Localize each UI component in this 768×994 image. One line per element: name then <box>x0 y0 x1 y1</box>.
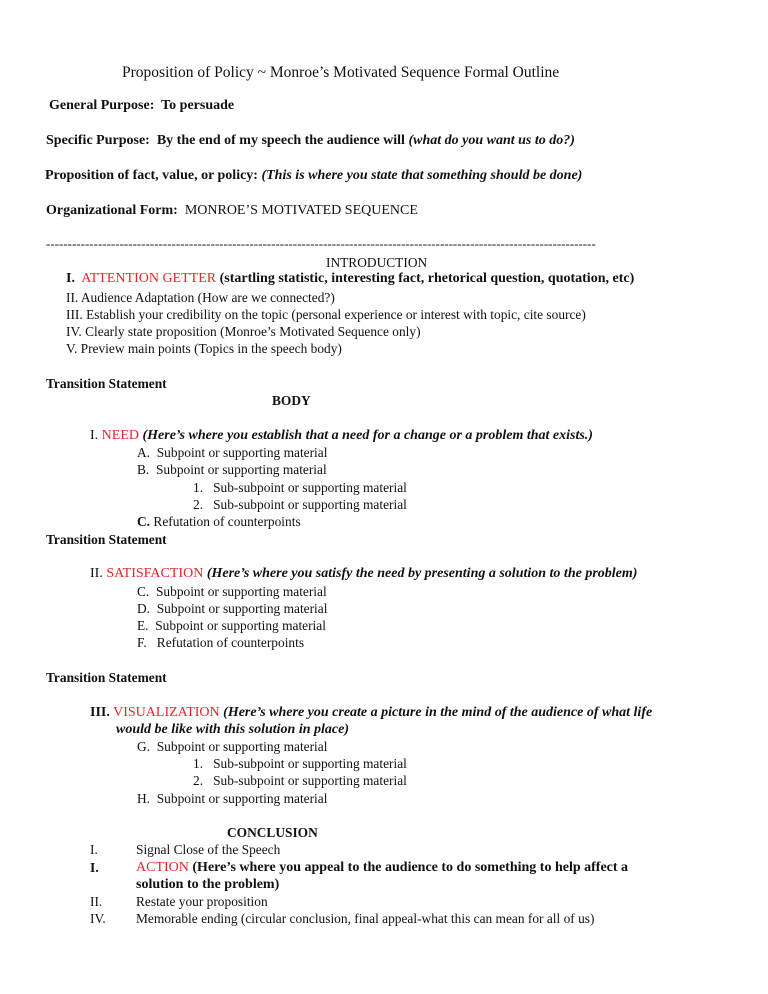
subpoint-letter: G. <box>137 739 151 754</box>
org-form-text: MONROE’S MOTIVATED SEQUENCE <box>184 203 418 218</box>
body-need-desc: (Here’s where you establish that a need for a change or a problem that exists.) <box>142 428 593 443</box>
need-subpoint-b <box>137 462 327 478</box>
general-purpose-line <box>49 98 234 114</box>
body-satisfaction-num: II. <box>90 566 103 581</box>
specific-purpose-hint: (what do you want us to do?) <box>408 133 575 148</box>
need-subpoint-a <box>137 445 327 461</box>
subpoint-text: Subpoint or supporting material <box>155 584 327 599</box>
body-satisfaction-desc: (Here’s where you satisfy the need by presenting a solution to the problem) <box>206 566 638 581</box>
subpoint-text: Subpoint or supporting material <box>155 462 327 477</box>
need-sub-subpoint-1 <box>193 480 407 496</box>
subpoint-text: Refutation of counterpoints <box>156 635 305 650</box>
need-subpoint-c <box>137 514 301 530</box>
intro-item-2: II. Audience Adaptation (How are we connected?) <box>66 290 335 305</box>
body-visualization <box>90 705 652 721</box>
conclusion-item-3-num: II. <box>90 894 103 909</box>
intro-item-attention <box>66 271 634 287</box>
subpoint-text: Subpoint or supporting material <box>156 791 328 806</box>
body-visualization-desc: (Here’s where you create a picture in the mind of the audience of what life <box>223 705 653 720</box>
specific-purpose-label: Specific Purpose: <box>46 133 150 148</box>
section-divider: ------------------------------------------------------------------------------------------------------------------------------- <box>46 236 596 251</box>
transition-statement-2: Transition Statement <box>46 532 167 547</box>
subpoint-letter: C. <box>137 584 150 599</box>
page-title: Proposition of Policy ~ Monroe’s Motivated Sequence Formal Outline <box>122 64 560 81</box>
intro-item-attention-num: I. <box>66 271 75 286</box>
general-purpose-label: General Purpose: <box>49 98 155 113</box>
transition-statement-3: Transition Statement <box>46 670 167 685</box>
proposition-line <box>45 168 582 184</box>
conclusion-heading: CONCLUSION <box>227 825 318 840</box>
need-sub-subpoint-2 <box>193 497 407 513</box>
subpoint-letter: E. <box>137 618 149 633</box>
conclusion-action <box>136 860 628 876</box>
subpoint-text: Subpoint or supporting material <box>156 739 328 754</box>
satisfaction-subpoint-f <box>137 635 304 651</box>
subpoint-letter: C. <box>137 514 151 529</box>
subpoint-letter: H. <box>137 791 151 806</box>
conclusion-item-4-text: Memorable ending (circular conclusion, final appeal-what this can mean for all of us) <box>136 911 595 926</box>
specific-purpose-text: By the end of my speech the audience will <box>156 133 405 148</box>
conclusion-item-1-num: I. <box>90 842 98 857</box>
body-satisfaction <box>90 566 637 582</box>
body-need-num: I. <box>90 428 99 443</box>
conclusion-item-4-num: IV. <box>90 911 106 926</box>
intro-item-attention-label: ATTENTION GETTER <box>81 271 217 286</box>
body-need <box>90 428 593 444</box>
general-purpose-text: To persuade <box>161 98 235 113</box>
subpoint-letter: D. <box>137 601 151 616</box>
subpoint-text: Subpoint or supporting material <box>155 618 326 633</box>
subpoint-text: Subpoint or supporting material <box>156 445 328 460</box>
conclusion-action-label: ACTION <box>136 860 189 875</box>
sub-subpoint-num: 2. <box>193 497 204 512</box>
body-satisfaction-label: SATISFACTION <box>106 566 204 581</box>
body-visualization-label: VISUALIZATION <box>113 705 220 720</box>
visualization-sub-subpoint-2 <box>193 773 407 789</box>
specific-purpose-line <box>46 133 575 149</box>
sub-subpoint-num: 1. <box>193 756 204 771</box>
intro-item-3: III. Establish your credibility on the topic (personal experience or interest with topic, cite source) <box>66 307 586 322</box>
org-form-label: Organizational Form: <box>46 203 178 218</box>
satisfaction-subpoint-c <box>137 584 327 600</box>
body-visualization-num: III. <box>90 705 110 720</box>
subpoint-text: Refutation of counterpoints <box>153 514 301 529</box>
sub-subpoint-num: 2. <box>193 773 204 788</box>
conclusion-item-1-text: Signal Close of the Speech <box>136 842 281 857</box>
org-form-line <box>46 203 418 219</box>
transition-statement-1: Transition Statement <box>46 376 167 391</box>
intro-item-4: IV. Clearly state proposition (Monroe’s Motivated Sequence only) <box>66 324 421 339</box>
visualization-sub-subpoint-1 <box>193 756 407 772</box>
conclusion-item-3-text: Restate your proposition <box>136 894 268 909</box>
subpoint-letter: F. <box>137 635 147 650</box>
proposition-label: Proposition of fact, value, or policy: <box>45 168 258 183</box>
subpoint-letter: A. <box>137 445 151 460</box>
sub-subpoint-text: Sub-subpoint or supporting material <box>213 756 407 771</box>
sub-subpoint-text: Sub-subpoint or supporting material <box>213 497 407 512</box>
visualization-subpoint-h <box>137 791 327 807</box>
intro-item-5: V. Preview main points (Topics in the speech body) <box>66 341 342 356</box>
satisfaction-subpoint-e <box>137 618 326 634</box>
conclusion-action-num: I. <box>90 860 99 875</box>
subpoint-text: Subpoint or supporting material <box>156 601 328 616</box>
satisfaction-subpoint-d <box>137 601 327 617</box>
subpoint-letter: B. <box>137 462 150 477</box>
intro-item-attention-desc: (startling statistic, interesting fact, rhetorical question, quotation, etc) <box>219 271 635 286</box>
sub-subpoint-text: Sub-subpoint or supporting material <box>213 480 407 495</box>
body-need-label: NEED <box>101 428 139 443</box>
visualization-subpoint-g <box>137 739 327 755</box>
conclusion-action-desc: (Here’s where you appeal to the audience to do something to help affect a <box>192 860 629 875</box>
proposition-hint: (This is where you state that something should be done) <box>261 168 583 183</box>
sub-subpoint-text: Sub-subpoint or supporting material <box>213 773 407 788</box>
intro-heading: INTRODUCTION <box>326 255 428 270</box>
conclusion-action-desc-cont: solution to the problem) <box>136 877 280 892</box>
body-heading: BODY <box>272 393 311 408</box>
sub-subpoint-num: 1. <box>193 480 204 495</box>
body-visualization-desc-cont: would be like with this solution in place) <box>116 722 349 737</box>
